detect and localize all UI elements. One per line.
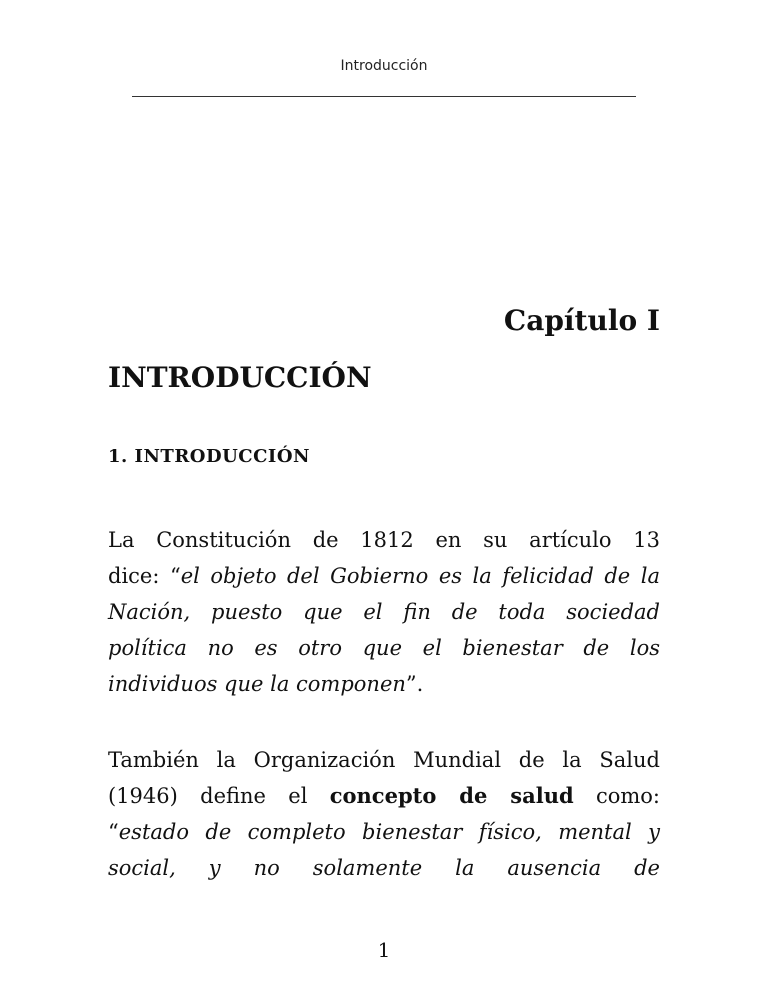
page-number: 1 [377, 938, 391, 962]
text-line [108, 814, 660, 850]
header-divider [132, 96, 636, 97]
bold-term: concepto de salud [329, 783, 574, 808]
quote-text: estado de completo bienestar físico, mental y [118, 820, 660, 844]
text-line: También la Organización Mundial de la Salud [108, 748, 660, 772]
text-line [108, 778, 660, 814]
text-run: (1946) define el [108, 784, 330, 808]
text-run: como: [573, 784, 661, 808]
paragraph-oms [108, 742, 660, 886]
text-run: “ [108, 820, 119, 844]
paragraph-constitution [108, 522, 660, 702]
quote-text: social, y no solamente la ausencia de [108, 856, 660, 880]
quote-text: individuos que la componen [108, 672, 406, 696]
quote-text: el objeto del Gobierno es la felicidad de la [180, 564, 660, 588]
quote-text: Nación, puesto que el fin de toda sociedad [108, 600, 660, 624]
chapter-label: Capítulo I [503, 304, 660, 337]
section-heading: 1. INTRODUCCIÓN [108, 446, 310, 467]
running-header: Introducción [340, 58, 428, 74]
text-line: La Constitución de 1812 en su artículo 13 [108, 528, 660, 552]
text-line [108, 558, 660, 594]
text-line [108, 666, 660, 702]
text-run: ”. [405, 672, 424, 696]
quote-text: política no es otro que el bienestar de los [108, 636, 660, 660]
chapter-title: INTRODUCCIÓN [108, 361, 372, 394]
text-run: dice: “ [108, 564, 181, 588]
